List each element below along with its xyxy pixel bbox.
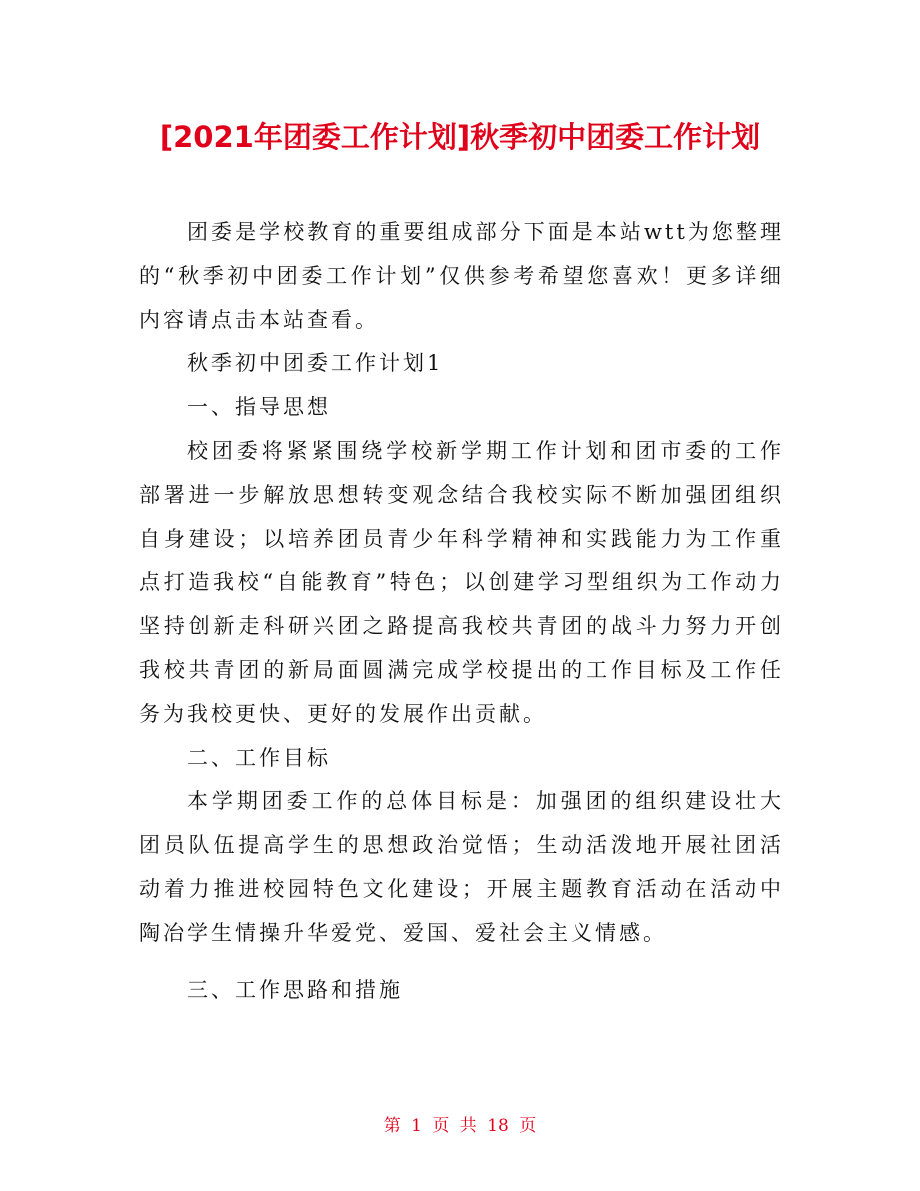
page-number-footer: 第 1 页 共 18 页 (383, 1116, 537, 1136)
document-title: [2021年团委工作计划]秋季初中团委工作计划 (159, 120, 761, 154)
section-heading-work-goals: 二、工作目标 (187, 745, 331, 770)
section-heading-guiding-ideology: 一、指导思想 (187, 395, 331, 420)
guiding-ideology-paragraph: 校团委将紧紧围绕学校新学期工作计划和团市委的工作部署进一步解放思想转变观念结合我校实际不断加强团组织自身建设；以培养团员青少年科学精神和实践能力为工作重点打造我校“自能教育”特色；以创建学习型组织为工作动力坚持创新走科研兴团之路提高我校共青团的战斗力努力开创我校共青团的新局面圆满完成学校提出的工作目标及工作任务为我校更快、更好的发展作出贡献。 (139, 438, 784, 726)
document-body (139, 211, 784, 1012)
section-heading-work-ideas: 三、工作思路和措施 (187, 977, 403, 1002)
work-goals-paragraph: 本学期团委工作的总体目标是：加强团的组织建设壮大团员队伍提高学生的思想政治觉悟；生动活泼地开展社团活动着力推进校园特色文化建设；开展主题教育活动在活动中陶冶学生情操升华爱党、爱国、爱社会主义情感。 (139, 789, 784, 945)
intro-paragraph: 团委是学校教育的重要组成部分下面是本站wtt为您整理的“秋季初中团委工作计划”仅供参考希望您喜欢！更多详细内容请点击本站查看。 (139, 220, 784, 332)
plan-heading: 秋季初中团委工作计划1 (187, 351, 444, 376)
